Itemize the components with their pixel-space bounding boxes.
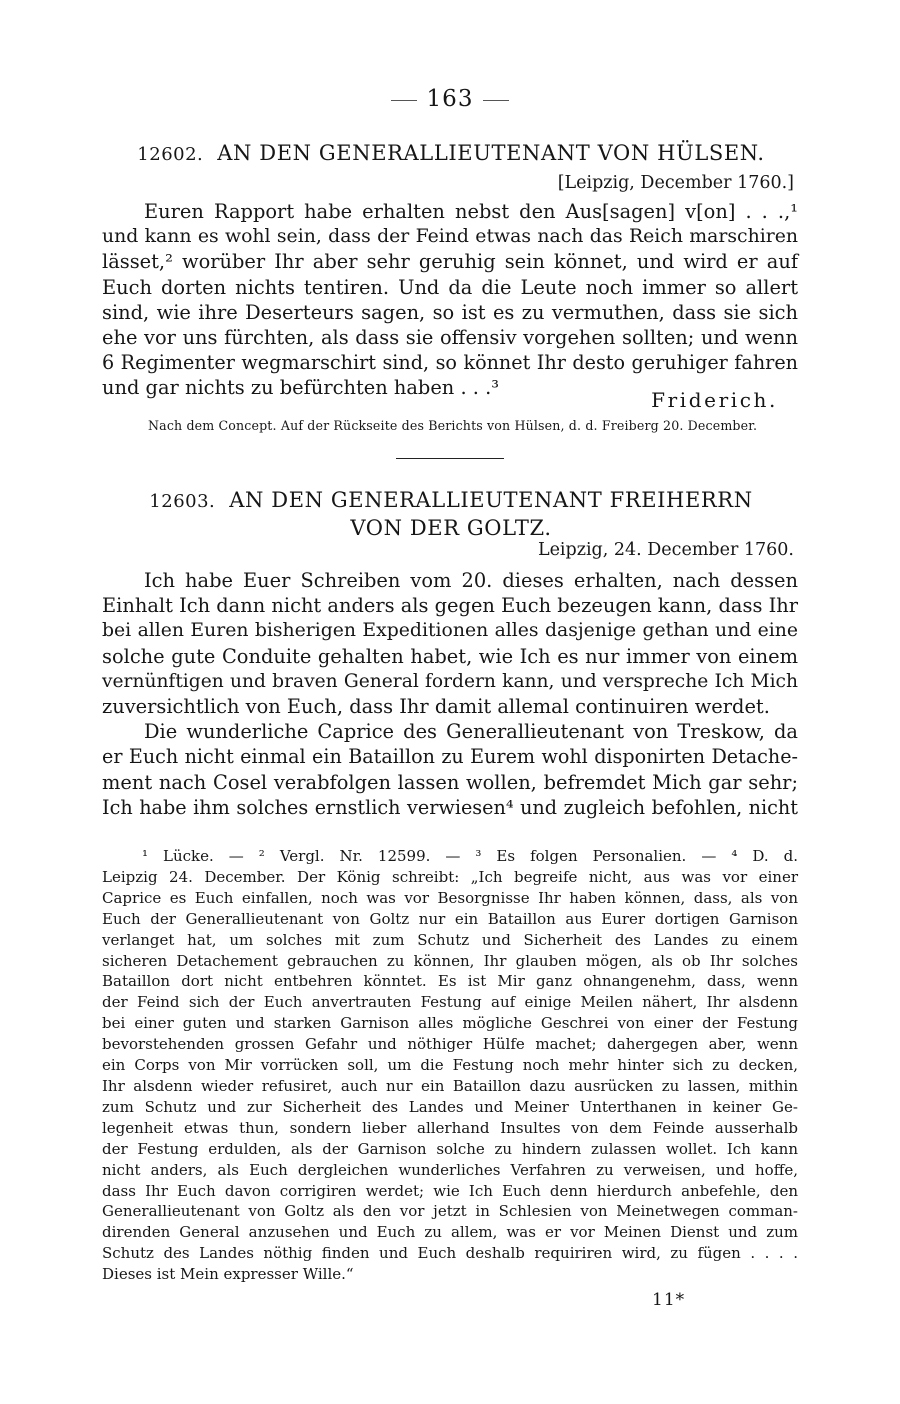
dash-left	[391, 100, 417, 101]
text-line: Die wunderliche Caprice des Generallieutenant von Treskow, da	[144, 720, 798, 744]
text-line: Ich habe ihm solches ernstlich verwiesen⁴ und zugleich befohlen, nicht	[102, 795, 798, 819]
dateline-12603: Leipzig, 24. December 1760.	[537, 540, 794, 560]
footnote-line: nicht anders, als Euch dergleichen wunderliches Verfahren zu verweisen, und hoffe,	[102, 1160, 798, 1179]
footnote-line: Caprice es Euch einfallen, noch was vor Besorgnisse Ihr haben können, dass, als von	[102, 888, 798, 907]
dash-right	[483, 100, 509, 101]
footnote-line: ein Corps von Mir vorrücken soll, um die Festung noch mehr hinter sich zu decken,	[102, 1056, 798, 1075]
text-line: lässet,² worüber Ihr aber sehr geruhig sein könnet, und wird er auf	[102, 250, 798, 274]
footnote-line: Bataillon dort nicht entbehren könntet. Es ist Mir ganz ohnangenehm, dass, wenn	[102, 972, 798, 991]
text-line: und gar nichts zu befürchten haben . . .³	[102, 376, 500, 400]
footnote-line: Generallieutenant von Goltz als den vor jetzt in Schlesien von Meinetwegen comman-	[102, 1202, 798, 1221]
text-line: Einhalt Ich dann nicht anders als gegen Euch bezeugen kann, dass Ihr	[102, 594, 798, 618]
signature: Friderich.	[651, 388, 778, 412]
text-line: sind, wie ihre Deserteurs sagen, so ist es zu vermuthen, dass sie sich	[102, 300, 798, 324]
footnote-line: Leipzig 24. December. Der König schreibt: „Ich begreife nicht, aus was vor einer	[102, 867, 798, 886]
text-line: 6 Regimenter wegmarschirt sind, so könnet Ihr desto geruhiger fahren	[102, 351, 798, 375]
text-line: bei allen Euren bisherigen Expeditionen alles dasjenige gethan und eine	[102, 620, 798, 642]
footnote-line: Euch der Generallieutenant von Goltz nur ein Bataillon aus Eurer dortigen Garnison	[102, 909, 798, 928]
letter-body-12603	[102, 568, 798, 820]
text-line: Ich habe Euer Schreiben vom 20. dieses erhalten, nach dessen	[144, 569, 798, 592]
footnote-line: legenheit etwas thun, sondern lieber allerhand Insultes von dem Feinde ausserhalb	[102, 1118, 798, 1137]
text-line: Euch dorten nichts tentiren. Und da die Leute noch immer so allert	[102, 275, 798, 299]
letter-title: AN DEN GENERALLIEUTENANT VON HÜLSEN.	[217, 141, 765, 165]
source-note: Nach dem Concept. Auf der Rückseite des Berichts von Hülsen, d. d. Freiberg 20. December.	[148, 418, 758, 433]
footnote-line: der Festung erdulden, als der Garnison solche zu hindern zulassen wollet. Ich kann	[102, 1139, 798, 1158]
text-line: ehe vor uns fürchten, als dass sie offensiv vorgehen sollten; und wenn	[102, 326, 798, 350]
letter-number: 12602.	[137, 144, 204, 165]
running-head	[0, 86, 900, 112]
page-number: 163	[426, 86, 474, 112]
letter-heading-12603	[104, 487, 798, 541]
footnotes	[102, 846, 798, 1285]
text-line: er Euch nicht einmal ein Bataillon zu Eurem wohl disponirten Detache-	[102, 745, 798, 769]
footnote-line: bevorstehenden grossen Gefahr und nöthiger Hülfe machet; dahergegen aber, wenn	[102, 1035, 798, 1054]
text-line: vernünftigen und braven General fordern kann, und verspreche Ich Mich	[102, 670, 798, 692]
letter-title-line-1: AN DEN GENERALLIEUTENANT FREIHERRN	[229, 488, 753, 512]
letter-heading-12602	[104, 140, 798, 168]
text-line: zuversichtlich von Euch, dass Ihr damit allemal continuiren werdet.	[102, 695, 770, 719]
text-line: ment nach Cosel verabfolgen lassen wollen, befremdet Mich gar sehr;	[102, 770, 798, 794]
letter-title-line-2: VON DER GOLTZ.	[350, 516, 552, 540]
footnote-line: Dieses ist Mein expresser Wille.“	[102, 1265, 354, 1284]
text-line: und kann es wohl sein, dass der Feind etwas nach das Reich marschiren	[102, 226, 798, 248]
section-divider	[396, 458, 504, 459]
text-line: Euren Rapport habe erhalten nebst den Aus[sagen] v[on] . . .,¹	[144, 200, 798, 223]
footnote-line: direnden General anzusehen und Euch zu allem, was er vor Meinen Dienst und zum	[102, 1223, 798, 1242]
footnote-line: der Feind sich der Euch anvertrauten Festung auf einige Meilen nähert, Ihr alsdenn	[102, 993, 798, 1012]
footnote-line: zum Schutz und zur Sicherheit des Landes und Meiner Unterthanen in keiner Ge-	[102, 1097, 798, 1116]
footnote-line: ¹ Lücke. — ² Vergl. Nr. 12599. — ³ Es folgen Personalien. — ⁴ D. d.	[142, 847, 798, 865]
letter-heading-line-1	[104, 487, 798, 515]
footnote-line: Schutz des Landes nöthig finden und Euch deshalb requiriren wird, zu fügen . . . .	[102, 1244, 798, 1263]
letter-body-12602	[102, 199, 798, 401]
text-line: solche gute Conduite gehalten habet, wie Ich es nur immer von einem	[102, 644, 798, 668]
footnote-line: dass Ihr Euch davon corrigiren werdet; wie Ich Euch denn hierdurch anbefehle, den	[102, 1181, 798, 1200]
footnote-line: Ihr alsdenn wieder refusiret, auch nur ein Bataillon dazu ausrücken zu lassen, mithin	[102, 1076, 798, 1095]
signature-mark: 11*	[652, 1290, 686, 1310]
footnote-line: verlanget hat, um solches mit zum Schutz und Sicherheit des Landes zu einem	[102, 930, 798, 949]
letter-number: 12603.	[149, 491, 216, 512]
dateline-12602: [Leipzig, December 1760.]	[557, 173, 794, 193]
footnote-line: bei einer guten und starken Garnison alles mögliche Geschrei von einer der Festung	[102, 1014, 798, 1033]
footnote-line: sicheren Detachement gebrauchen zu können, Ihr glauben mögen, als ob Ihr solches	[102, 951, 798, 970]
